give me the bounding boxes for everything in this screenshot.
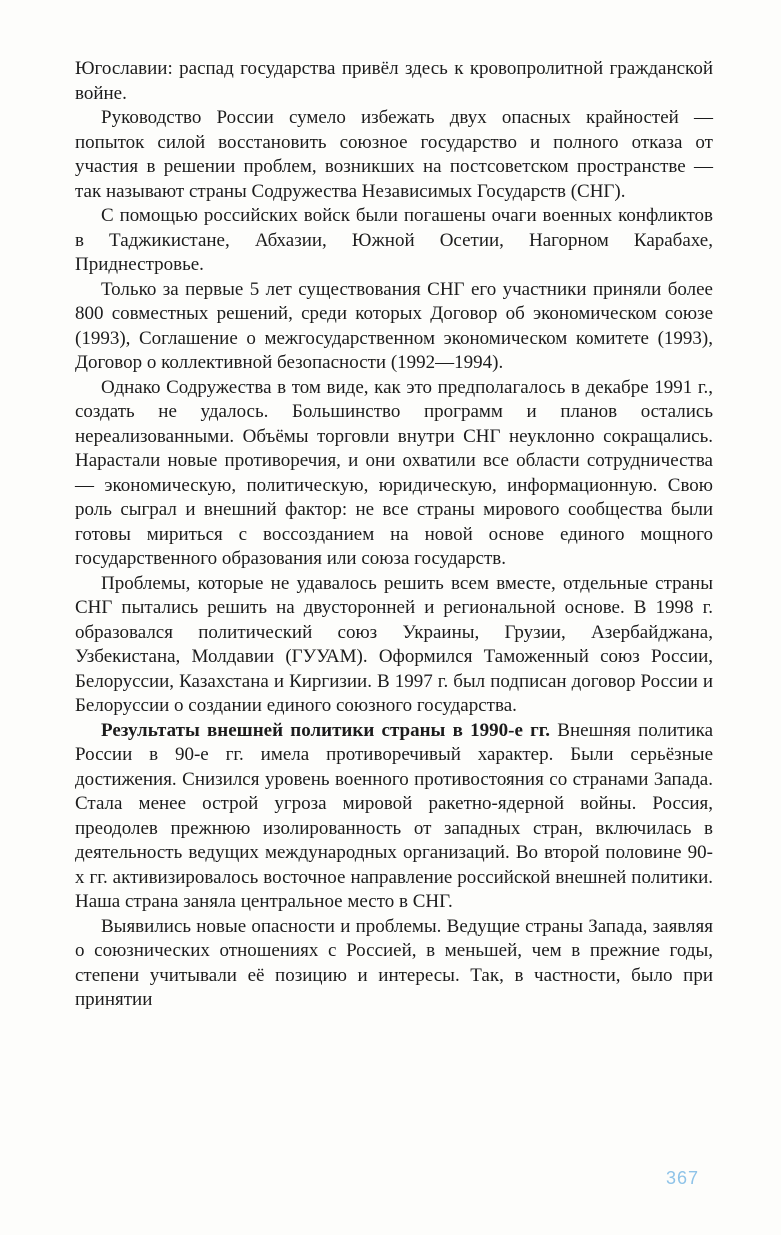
paragraph-5: Однако Содружества в том виде, как это предполагалось в декабре 1991 г., создать не удалось. Большинство программ и планов остались нереализованными. Объёмы торговли внутри СНГ неуклонно сокращались. Нарастали новые противоречия, и они охватили все области сотрудничества — экономическую, политическую, юридическую, информационную. Свою роль сыграл и внешний фактор: не все страны мирового сообщества были готовы мириться с воссозданием на новой основе единого мощного государственного образования или союза государств. (75, 376, 713, 569)
section-heading: Результаты внешней политики страны в 1990-е гг. (101, 719, 551, 741)
section-paragraph (75, 719, 713, 915)
paragraph-final: Выявились новые опасности и проблемы. Ведущие страны Запада, заявляя о союзнических отношениях с Россией, в меньшей, чем в прежние годы, степени учитывали её позицию и интересы. Так, в частности, было при принятии (75, 915, 713, 1010)
page-number: 367 (665, 1168, 699, 1188)
paragraph-1: Югославии: распад государства привёл здесь к кровопролитной гражданской войне. (75, 58, 713, 104)
section-text: Внешняя политика России в 90-е гг. имела противоречивый характер. Были серьёзные достижения. Снизился уровень военного противостояния со странами Запада. Стала менее острой угроза мировой ракетно-ядерной войны. Россия, преодолев прежнюю изолированность от западных стран, включилась в деятельность ведущих международных организаций. Во второй половине 90-х гг. активизировалось восточное направление российской внешней политики. Наша страна заняла центральное место в СНГ. (75, 719, 714, 912)
paragraph-6: Проблемы, которые не удавалось решить всем вместе, отдельные страны СНГ пытались решить на двусторонней и региональной основе. В 1998 г. образовался политический союз Украины, Грузии, Азербайджана, Узбекистана, Молдавии (ГУУАМ). Оформился Таможенный союз России, Белоруссии, Казахстана и Киргизии. В 1997 г. был подписан договор России и Белоруссии о создании единого союзного государства. (75, 572, 713, 716)
paragraph-3: С помощью российских войск были погашены очаги военных конфликтов в Таджикистане, Абхазии, Южной Осетии, Нагорном Карабахе, Приднестровье. (75, 205, 713, 275)
paragraph-2: Руководство России сумело избежать двух опасных крайностей — попыток силой восстановить союзное государство и полного отказа от участия в решении проблем, возникших на постсоветском пространстве — так называют страны Содружества Независимых Государств (СНГ). (75, 107, 713, 202)
page-body (75, 57, 713, 1013)
paragraph-4: Только за первые 5 лет существования СНГ его участники приняли более 800 совместных решений, среди которых Договор об экономическом союзе (1993), Соглашение о межгосударственном экономическом комитете (1993), Договор о коллективной безопасности (1992—1994). (75, 278, 713, 373)
